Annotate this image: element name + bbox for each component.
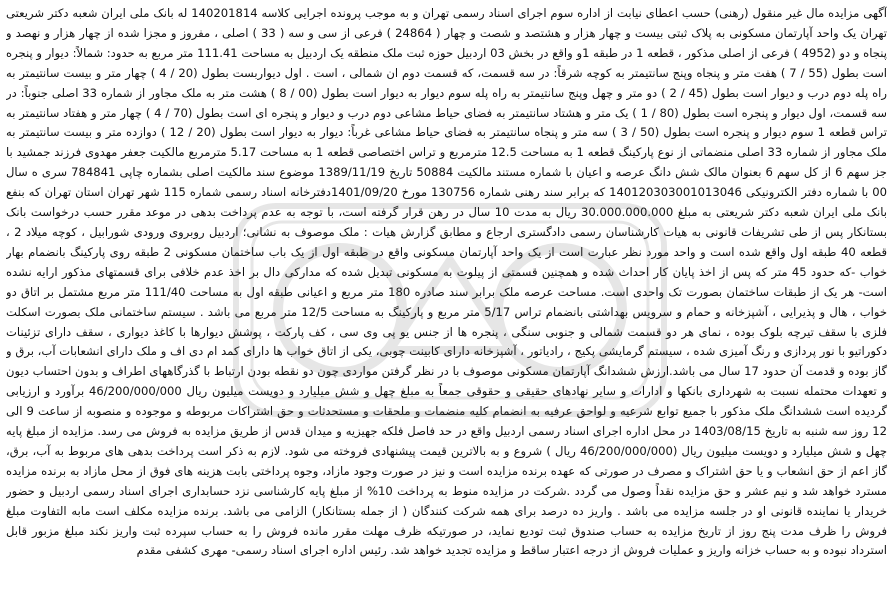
notice-body: یک واحد آپارتمان مسکونی به پلاک ثبتی بیست و چهار هزار و هشتصد و شصت و چهار ( 24864 ) فرعی از سی و سه ( 33 ) اصلی ، مفروز و مجزا شده از چهار هزار و نهصد و پنجاه و دو (4952 ) فرعی از اصلی مذکور ، قطعه 1 در طبقه 1و واقع در بخش 03 اردبیل حوزه ثبت ملک منطقه یک اردبیل به مساحت 111.41 متر مربع به حدود: شمالاً: دیوار و پنجره است بطول (55 / 7 ) هفت متر و پنجاه وپنج سانتیمتر به کوچه شرقاً: در سه قسمت، که قسمت دوم ان شمالی ، است . اول دیواربست بطول (20 / 4 ) چهار متر و بیست سانتیمتر به راه پله دوم درب و دیوار است بطول (45 / 2 ) دو متر و چهل وپنج سانتیمتر به راه پله سوم دیوار به دیوار است بطول (00 / 8 ) هشت متر به ملک مجاور از شماره 33 اصلی جنوباً: در سه قسمت، اول دیوار و پنجره است بطول (80 / 1 ) یک متر و هشتاد سانتیمتر به فضای حیاط مشاعی دوم درب و دیوار و پنجره ای است بطول (70 / 4 ) چهار متر و هفتاد سانتیمتر به تراس قطعه 1 سوم دیوار و پنجره است بطول (50 / 3 ) سه متر و پنجاه سانتیمتر به فضای حیاط مشاعی غرباً: دیوار به دیوار است بطول (20 / 12 ) دوازده متر و بیست سانتیمتر به ملک مجاور از شماره 33 اصلی منضماتی از نوع پارکینگ قطعه 1 به مساحت 12.5 مترمربع و تراس اختصاصی قطعه 1 به مساحت 5.17 مترمربع مالکیت جعفر مهدوی فرزند جمشید با جز سهم 6 از کل سهم 6 بعنوان مالک شش دانگ عرصه و اعیان با شماره مستند مالکیت 50884 تاریخ 1389/11/19 موضوع سند مالکیت اصلی بشماره چاپی 784841 سری ه سال 00 با شماره دفتر الکترونیکی 140120303001013046 که برابر سند رهنی شماره 130756 مورخ 1401/09/20دفترخانه اسناد رسمی شماره 115 شهر تهران استان تهران که بنفع بانک ملی ایران شعبه دکتر شریعتی به مبلغ 30.000.000.000 ریال به مدت 10 سال در رهن قرار گرفته است، با توجه به عدم پرداخت بدهی در موعد مقرر حسب درخواست بانک بستانکار پس از طی تشریفات قانونی به هیات کارشناسان رسمی دادگستری ارجاع و مطابق گزارش هیات : ملک موصوف به نشانی؛ اردبیل روبروی ورودی شورابیل ، کوچه میلاد 2 ، قطعه 40 طبقه اول واقع شده است و واحد مورد نظر عبارت است از یک واحد آپارتمان مسکونی واقع در طبقه اول از یک باب ساختمان مسکونی 2 طبقه روی پارکینگ بانضمام بهار خواب -که حدود 45 متر که پس از اخذ پایان کار احداث شده و همچنین قسمتی از پیلوت به مسکونی تبدیل شده که مدارکی دال بر اخذ عدم خلافی برای قسمتهای مذکور ارایه نشده است- هر یک از طبقات ساختمان بصورت تک واحدی است. مساحت عرصه ملک برابر سند صادره 180 متر مربع و اعیانی طبقه اول به مساحت 111/40 متر مربع مشتمل بر اتاق دو خواب ، هال و پذیرایی ، آشپزخانه و حمام و سرویس بهداشتی بانضمام تراس 5/17 متر مربع و پارکینگ به مساحت 12/5 متر مربع می باشد . سیستم ساختمانی ملک بصورت اسکلت فلزی با سقف تیرچه بلوک بوده ، نمای هر دو قسمت شمالی و جنوبی سنگی ، پنجره ها از جنس یو پی وی سی ، کف پارکت ، پوشش دیوارها با کاغذ دیواری ، سقف دارای تزئینات دکوراتیو با نور پردازی و رنگ آمیزی شده ، سیستم گرمایشی پکیج ، رادیاتور ، آشپزخانه دارای کابینت چوبی، یکی از اتاق خواب ها دارای کمد ام دی اف و ملک دارای انشعابات آب، برق و گاز بوده و قدمت آن حدود 17 سال می باشد.ارزش ششدانگ آپارتمان مسکونی موصوف با در نظر گرفتن مواردی چون دو نقطه بودن ارتباط با گذرگاههای اطراف و بدون احتساب دیون و تعهدات محتمله نسبت به شهرداری بانکها و ادارات و سایر نهادهای حقیقی و حقوقی جمعاً به مبلغ چهل و شش میلیارد و دویست میلیون ریال 46/200/000/000 برآورد و ارزیابی گردیده است ششدانگ ملک مذکور با جمیع توابع شرعیه و لواحق عرفیه به انضمام کلیه منضمات و ملحقات و مستحدثات و حق اشتراکات مربوطه و موجوده و منصوبه از ساعت 9 الی 12 روز سه شنبه به تاریخ 1403/08/15 در محل اداره اجرای اسناد رسمی اردبیل واقع در حد فاصل فلکه جهیزیه و میدان قدس از طریق مزایده به فروش می رسد. مزایده از مبلغ پایه چهل و شش میلیارد و دویست میلیون ریال (46/200/000/000 ریال ) شروع و به بالاترین قیمت پیشنهادی فروخته می شود. لازم به ذکر است پرداخت بدهی های مربوط به آب، برق، گاز اعم از حق انشعاب و یا حق اشتراک و مصرف در صورتی که عهده برنده مزایده است و نیز در صورت وجود مازاد، وجوه پرداختی بابت هزینه های فوق از محل مازاد به برنده مزایده مسترد خواهد شد و نیم عشر و حق مزایده نقداً وصول می گردد .شرکت در مزایده منوط به پرداخت 10% از مبلغ پایه کارشناسی نزد حسابداری اجرای اسناد رسمی اردبیل و حضور خریدار یا نماینده قانونی او در جلسه مزایده می باشد . واریز ده درصد برای همه شرکت کنندگان ( از جمله بستانکار) الزامی می باشد. برنده مزایده مکلف است مابه التفاوت مبلغ فروش را ظرف مدت پنج روز از تاریخ مزایده به حساب صندوق ثبت تودیع نماید، در صورتیکه ظرف مهلت مقرر مانده فروش را به حساب سپرده ثبت واریز نکند مبلغ مزبور قابل استرداد نبوده و به حساب خزانه واریز و عملیات فروش از درجه اعتبار ساقط و مزایده تجدید خواهد شد. رئیس اداره اجرای اسناد رسمی- مهری کشفی مقدم: [6, 25, 887, 558]
auction-notice-text: [6, 4, 887, 607]
notice-heading: آگهی مزایده مال غیر منقول (رهنی) حسب اعطای نیابت از اداره سوم اجرای اسناد رسمی تهران و به موجب پرونده اجرایی کلاسه 140201814 له بانک ملی ایران شعبه دکتر شریعتی تهران: [6, 6, 887, 40]
